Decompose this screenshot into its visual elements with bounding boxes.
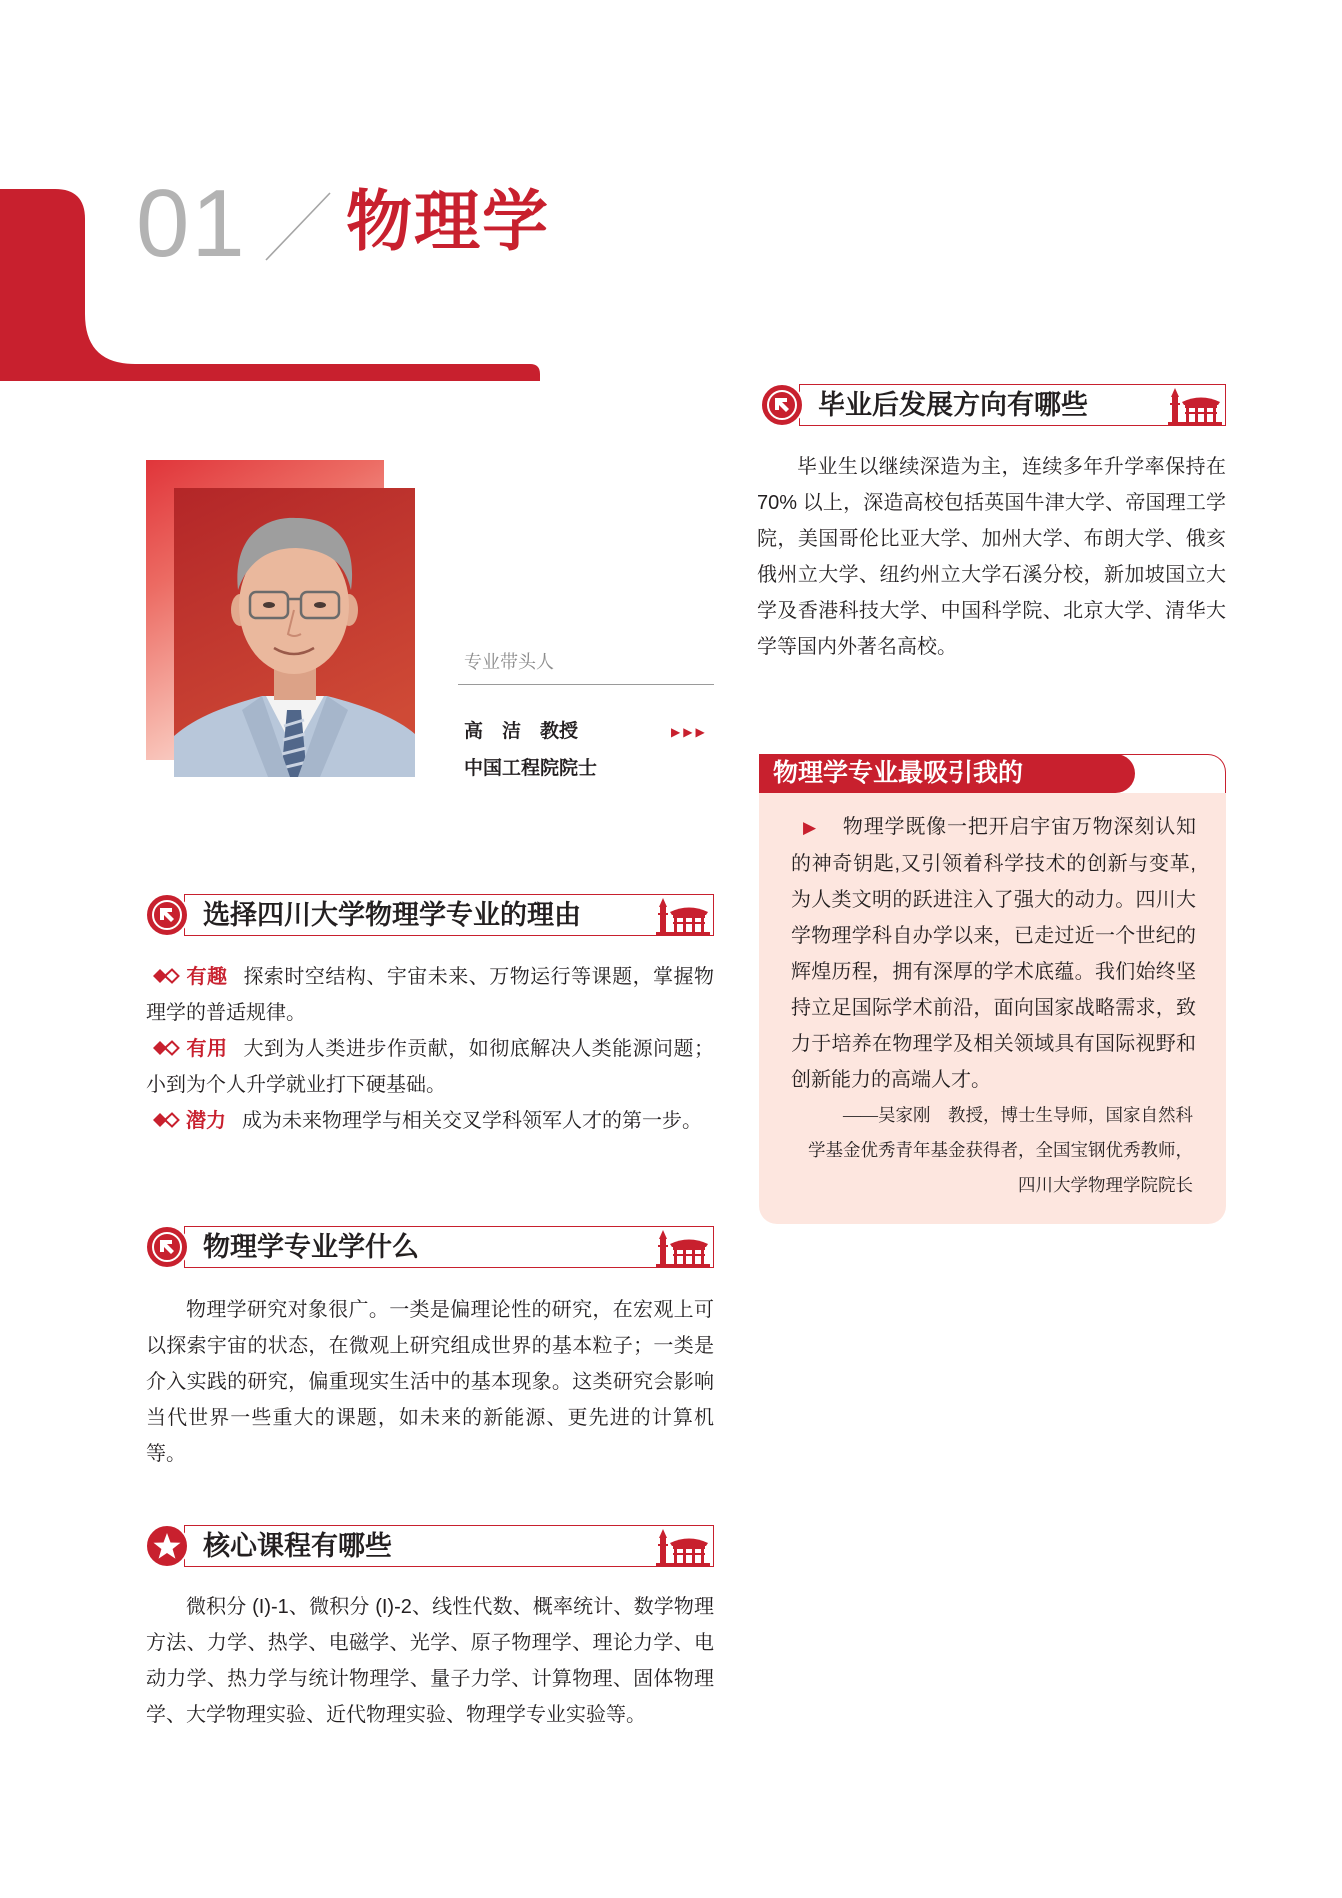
reason-item xyxy=(146,959,714,1031)
tower-body xyxy=(660,1239,666,1265)
reasons-list xyxy=(146,959,714,1139)
gate-beam xyxy=(673,1247,705,1250)
gate-roof xyxy=(670,908,708,916)
quote-body xyxy=(759,793,1226,1224)
building-icon xyxy=(656,897,710,935)
gate-roof xyxy=(670,1240,708,1248)
diamond-bullet-icon xyxy=(152,1112,180,1128)
gate-lower-beam xyxy=(673,1254,705,1256)
tower-body xyxy=(660,1538,666,1564)
section-number: 01 xyxy=(136,170,247,277)
diamond-bullet-icon xyxy=(152,968,180,984)
gate-pillar xyxy=(683,918,686,933)
tower-ledge xyxy=(658,1245,668,1247)
arrow-badge-icon xyxy=(145,893,189,937)
gate-lower-beam xyxy=(1185,412,1217,414)
section-title-core-courses: 核心课程有哪些 xyxy=(203,1531,392,1561)
reason-label: 潜力 xyxy=(186,1110,226,1132)
section-header-core-courses xyxy=(145,1525,714,1567)
gate-pillar xyxy=(692,1250,695,1265)
section-header-what-to-learn xyxy=(145,1226,714,1268)
building-graphic xyxy=(656,1528,710,1566)
leader-photo xyxy=(174,488,415,777)
star-badge-graphic xyxy=(145,1524,189,1568)
gate-lower-beam xyxy=(673,922,705,924)
quote-paragraph xyxy=(791,809,1196,1098)
diamond-bullet-graphic xyxy=(152,1040,180,1056)
arrow-badge-graphic xyxy=(760,383,804,427)
slash-divider xyxy=(260,188,340,268)
arrow-badge-icon xyxy=(145,1225,189,1269)
section-header-reasons xyxy=(145,894,714,936)
leader-role-label: 专业带头人 xyxy=(464,652,554,672)
gate-pillar xyxy=(701,1549,704,1564)
career-paragraph: 毕业生以继续深造为主，连续多年升学率保持在70% 以上，深造高校包括英国牛津大学、帝国理工学院，美国哥伦比亚大学、加州大学、布朗大学、俄亥俄州立大学、纽约州立大学石溪分校，新加坡国立大学及香港科技大学、中国科学院、北京大学、清华大学等国内外著名高校。 xyxy=(757,456,1226,658)
quote-header-tab xyxy=(759,754,1135,793)
gate-pillar xyxy=(692,1549,695,1564)
section-title-career: 毕业后发展方向有哪些 xyxy=(818,390,1088,420)
diamond-outline xyxy=(165,1042,179,1055)
gate-pillar xyxy=(674,1549,677,1564)
reason-text: 成为未来物理学与相关交叉学科领军人才的第一步。 xyxy=(242,1110,702,1132)
tower-spire xyxy=(659,1230,667,1239)
triple-arrow-icon: ▶▶▶ xyxy=(671,725,708,739)
gate-pillar xyxy=(674,1250,677,1265)
star-badge-icon xyxy=(145,1524,189,1568)
tower-ledge xyxy=(658,913,668,915)
diamond-fill xyxy=(153,969,167,983)
diamond-fill xyxy=(153,1041,167,1055)
gate-pillar xyxy=(683,1250,686,1265)
gate-pillar xyxy=(1186,408,1189,423)
gate-pillar xyxy=(701,1250,704,1265)
slash-line xyxy=(266,193,330,260)
section-header-career xyxy=(760,384,1226,426)
gate-pillar xyxy=(701,918,704,933)
arrow-badge-graphic xyxy=(145,893,189,937)
tower-spire xyxy=(659,1529,667,1538)
ground-line xyxy=(656,932,710,935)
arrow-badge-icon xyxy=(760,383,804,427)
tower-body xyxy=(1172,397,1178,423)
quote-attribution xyxy=(791,1098,1196,1203)
triangle-marker-icon: ▶ xyxy=(803,818,817,837)
reason-item xyxy=(146,1031,714,1103)
core-courses-paragraph: 微积分 (I)-1、微积分 (I)-2、线性代数、概率统计、数学物理方法、力学、热学、电磁学、光学、原子物理学、理论力学、电动力学、热力学与统计物理学、量子力学、计算物理、固体物理学、大学物理实验、近代物理实验、物理学专业实验等。 xyxy=(146,1596,714,1726)
building-graphic xyxy=(656,1229,710,1267)
reason-label: 有用 xyxy=(186,1038,228,1060)
leader-honor: 中国工程院院士 xyxy=(464,758,598,779)
tower-spire xyxy=(1171,388,1179,397)
reason-item xyxy=(146,1103,714,1139)
section-title-reasons: 选择四川大学物理学专业的理由 xyxy=(203,900,581,930)
diamond-bullet-icon xyxy=(152,1040,180,1056)
what-to-learn-paragraph: 物理学研究对象很广。一类是偏理论性的研究，在宏观上可以探索宇宙的状态，在微观上研究组成世界的基本粒子；一类是介入实践的研究，偏重现实生活中的基本现象。这类研究会影响当代世界一些重大的课题，如未来的新能源、更先进的计算机等。 xyxy=(146,1299,714,1465)
reason-label: 有趣 xyxy=(186,966,228,988)
arrow-badge-graphic xyxy=(145,1225,189,1269)
building-graphic xyxy=(656,897,710,935)
diamond-fill xyxy=(153,1113,167,1127)
gate-lower-beam xyxy=(673,1553,705,1555)
leader-name: 高 洁 教授 xyxy=(464,721,579,742)
leader-divider xyxy=(458,684,714,685)
gate-beam xyxy=(673,1546,705,1549)
building-icon xyxy=(656,1528,710,1566)
page-title: 物理学 xyxy=(346,186,550,259)
gate-pillar xyxy=(683,1549,686,1564)
diamond-bullet-graphic xyxy=(152,968,180,984)
right-eye xyxy=(314,602,326,608)
gate-pillar xyxy=(1195,408,1198,423)
gate-pillar xyxy=(692,918,695,933)
gate-beam xyxy=(673,915,705,918)
diamond-bullet-graphic xyxy=(152,1112,180,1128)
gate-pillar xyxy=(674,918,677,933)
attribution-line: 学基金优秀青年基金获得者，全国宝钢优秀教师， xyxy=(808,1140,1193,1160)
diamond-outline xyxy=(165,1114,179,1127)
tower-body xyxy=(660,907,666,933)
section-title-what-to-learn: 物理学专业学什么 xyxy=(203,1232,419,1262)
quote-title: 物理学专业最吸引我的 xyxy=(773,759,1024,787)
attribution-line: ——吴家刚 教授，博士生导师，国家自然科 xyxy=(843,1105,1193,1125)
reason-text: 大到为人类进步作贡献，如彻底解决人类能源问题；小到为个人升学就业打下硬基础。 xyxy=(146,1038,715,1096)
building-icon xyxy=(656,1229,710,1267)
reason-text: 探索时空结构、宇宙未来、万物运行等课题，掌握物理学的普适规律。 xyxy=(146,966,715,1024)
gate-roof xyxy=(670,1539,708,1547)
gate-pillar xyxy=(1213,408,1216,423)
quote-header xyxy=(759,754,1226,793)
diamond-outline xyxy=(165,970,179,983)
gate-roof xyxy=(1182,398,1220,406)
tower-spire xyxy=(659,898,667,907)
gate-beam xyxy=(1185,405,1217,408)
ground-line xyxy=(1168,422,1222,425)
building-icon xyxy=(1168,387,1222,425)
quote-text: 物理学既像一把开启宇宙万物深刻认知的神奇钥匙,又引领着科学技术的创新与变革,为人类文明的跃进注入了强大的动力。四川大学物理学科自办学以来，已走过近一个世纪的辉煌历程，拥有深厚的学术底蕴。我们始终坚持立足国际学术前沿，面向国家战略需求，致力于培养在物理学及相关领域具有国际视野和创新能力的高端人才。 xyxy=(791,816,1197,1091)
left-eye xyxy=(263,602,275,608)
ground-line xyxy=(656,1563,710,1566)
attraction-quote-box xyxy=(759,754,1226,1224)
building-graphic xyxy=(1168,387,1222,425)
tower-ledge xyxy=(658,1544,668,1546)
attribution-line: 四川大学物理学院院长 xyxy=(1018,1175,1193,1195)
tower-ledge xyxy=(1170,403,1180,405)
ground-line xyxy=(656,1264,710,1267)
gate-pillar xyxy=(1204,408,1207,423)
